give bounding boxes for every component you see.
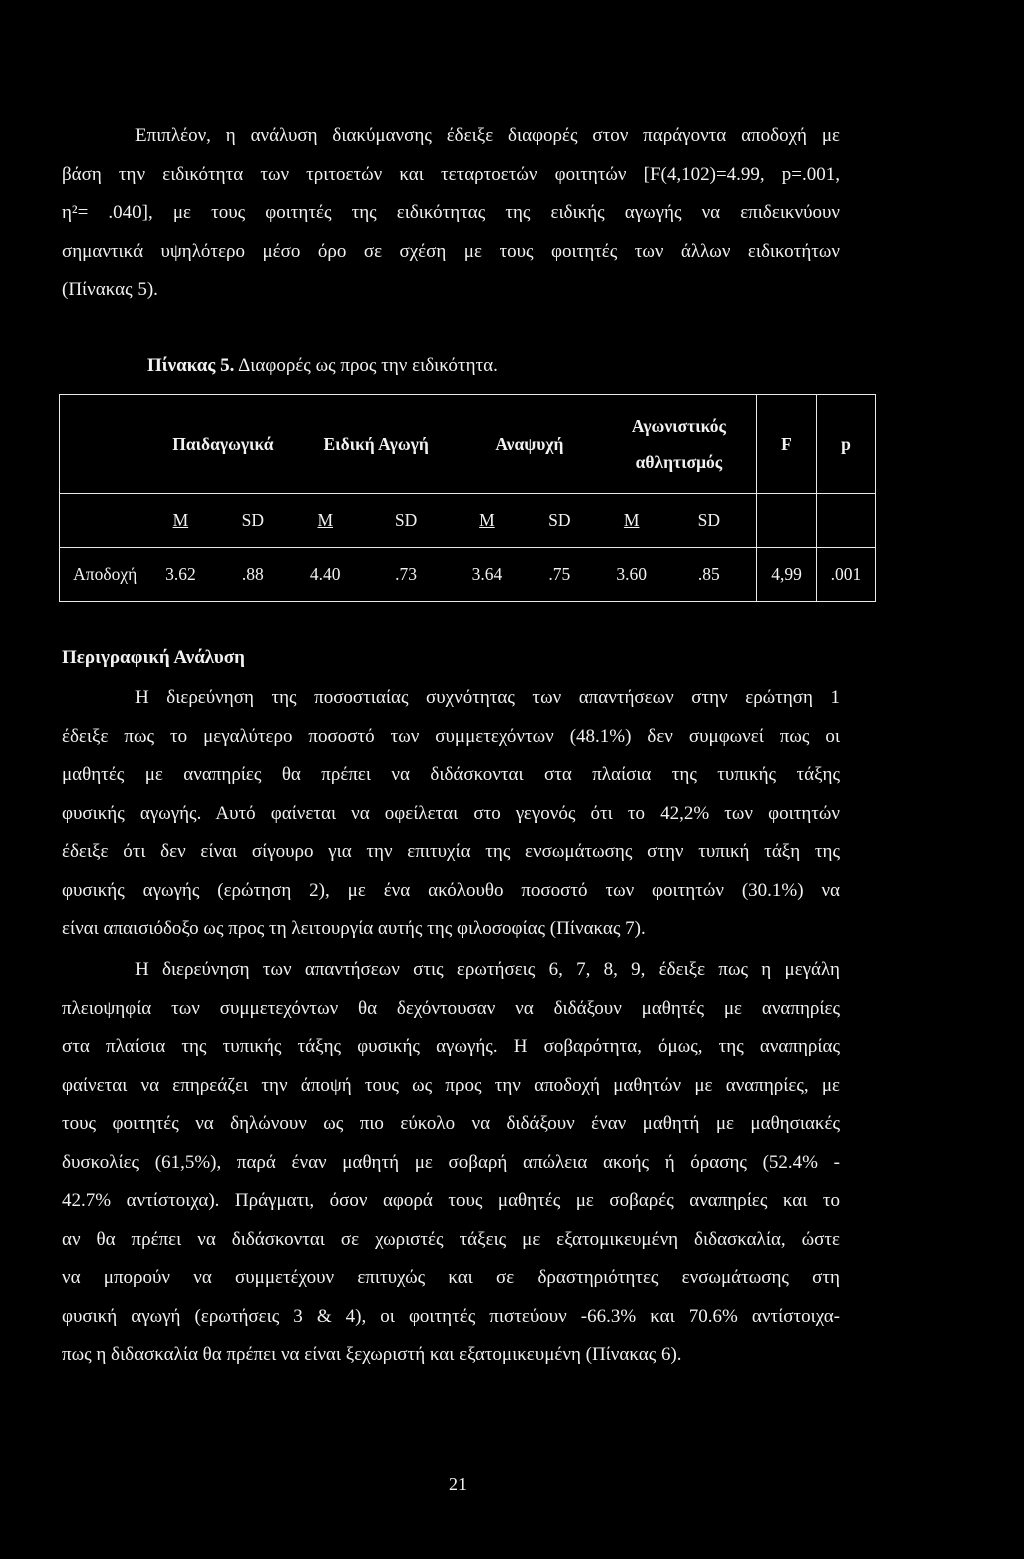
text-line: έδειξε ότι δεν είναι σίγουρο για την επιτυχία της ενσωμάτωσης στην τυπική τάξη της	[62, 841, 840, 862]
p-header: p	[816, 395, 875, 494]
f-header: F	[757, 395, 817, 494]
text-line: Η διερεύνηση της ποσοστιαίας συχνότητας των απαντήσεων στην ερώτηση 1	[135, 687, 840, 708]
group-header-line: Αγωνιστικός	[631, 416, 726, 436]
intro-line: βάση την ειδικότητα των τριτοετών και τεταρτοετών φοιτητών [F(4,102)=4.99, p=.001,	[62, 163, 840, 185]
sub-header-m: M	[295, 494, 355, 548]
group-header-multiline	[602, 395, 757, 494]
section-heading: Περιγραφική Ανάλυση	[62, 647, 245, 668]
group-header: Αναψυχή	[457, 395, 602, 494]
cell-p: .001	[816, 548, 875, 602]
text-line: 42.7% αντίστοιχα). Πράγματι, όσον αφορά τους μαθητές με σοβαρές αναπηρίες και το	[62, 1190, 840, 1211]
text-line: έδειξε πως το μεγαλύτερο ποσοστό των συμμετεχόντων (48.1%) δεν συμφωνεί πως οι	[62, 725, 840, 747]
sub-header-m: M	[457, 494, 517, 548]
text-line: μαθητές με αναπηρίες θα πρέπει να διδάσκονται στα πλαίσια της τυπικής τάξης	[62, 764, 840, 785]
text-line: πλειοψηφία των συμμετεχόντων θα δεχόντουσαν να διδάξουν μαθητές με αναπηρίες	[62, 997, 840, 1019]
empty-p-cell	[816, 494, 875, 548]
section-paragraph-1	[62, 679, 840, 949]
group-header: Παιδαγωγικά	[150, 395, 295, 494]
table-caption	[147, 355, 498, 377]
section-paragraph-2	[62, 951, 840, 1375]
text-line: στα πλαίσια της τυπικής τάξης φυσικής αγωγής. Η σοβαρότητα, όμως, της αναπηρίας	[62, 1036, 840, 1057]
text-line: αν θα πρέπει να διδάσκονται σε χωριστές τάξεις με εξατομικευμένη διδασκαλία, ώστε	[62, 1228, 840, 1250]
cell-sd: .88	[210, 548, 295, 602]
text-line: πως η διδασκαλία θα πρέπει να είναι ξεχωριστή και εξατομικευμένη (Πίνακας 6).	[62, 1344, 682, 1365]
table-caption-label: Πίνακας 5.	[147, 355, 235, 376]
sub-header-sd: SD	[355, 494, 457, 548]
cell-m: 4.40	[295, 548, 355, 602]
table-header-row	[60, 395, 876, 494]
sub-header-sd: SD	[517, 494, 602, 548]
cell-sd: .73	[355, 548, 457, 602]
empty-subheader-cell	[60, 494, 151, 548]
cell-sd: .85	[662, 548, 757, 602]
intro-line: (Πίνακας 5).	[62, 279, 158, 300]
text-line: είναι απαισιόδοξο ως προς τη λειτουργία αυτής της φιλοσοφίας (Πίνακας 7).	[62, 918, 646, 939]
sub-header-sd: SD	[662, 494, 757, 548]
cell-f: 4,99	[757, 548, 817, 602]
text-line: δυσκολίες (61,5%), παρά έναν μαθητή με σοβαρή απώλεια ακοής ή όρασης (52.4% -	[62, 1151, 840, 1173]
cell-m: 3.60	[602, 548, 662, 602]
table-data-row	[60, 548, 876, 602]
text-line: φαίνεται να επηρεάζει την άποψή τους ως προς την αποδοχή μαθητών με αναπηρίες, με	[62, 1074, 840, 1096]
text-line: φυσικής αγωγής. Αυτό φαίνεται να οφείλεται στο γεγονός ότι το 42,2% των φοιτητών	[62, 802, 840, 824]
cell-m: 3.62	[150, 548, 210, 602]
empty-f-cell	[757, 494, 817, 548]
sub-header-m: M	[150, 494, 210, 548]
table-5	[59, 394, 876, 602]
row-label: Αποδοχή	[60, 548, 151, 602]
cell-m: 3.64	[457, 548, 517, 602]
text-line: φυσικής αγωγής (ερώτηση 2), με ένα ακόλουθο ποσοστό των φοιτητών (30.1%) να	[62, 879, 840, 901]
intro-line: Επιπλέον, η ανάλυση διακύμανσης έδειξε διαφορές στον παράγοντα αποδοχή με	[135, 125, 840, 146]
text-line: φυσική αγωγή (ερωτήσεις 3 & 4), οι φοιτητές πιστεύουν -66.3% και 70.6% αντίστοιχα-	[62, 1305, 840, 1327]
table-subheader-row	[60, 494, 876, 548]
text-line: τους φοιτητές να δηλώνουν ως πιο εύκολο να διδάξουν έναν μαθητή με μαθησιακές	[62, 1113, 840, 1134]
cell-sd: .75	[517, 548, 602, 602]
text-line: Η διερεύνηση των απαντήσεων στις ερωτήσεις 6, 7, 8, 9, έδειξε πως η μεγάλη	[135, 959, 840, 980]
empty-header-cell	[60, 395, 151, 494]
intro-paragraph	[62, 117, 840, 310]
text-line: να μπορούν να συμμετέχουν επιτυχώς και σε δραστηριότητες ενσωμάτωσης στη	[62, 1267, 840, 1288]
intro-line: σημαντικά υψηλότερο μέσο όρο σε σχέση με τους φοιτητές των άλλων ειδικοτήτων	[62, 240, 840, 262]
sub-header-sd: SD	[210, 494, 295, 548]
group-header-line: αθλητισμός	[635, 452, 723, 472]
sub-header-m: M	[602, 494, 662, 548]
table-caption-text: Διαφορές ως προς την ειδικότητα.	[234, 355, 498, 376]
group-header: Ειδική Αγωγή	[295, 395, 457, 494]
page-number: 21	[449, 1474, 467, 1494]
intro-line: η²= .040], με τους φοιτητές της ειδικότητας της ειδικής αγωγής να επιδεικνύουν	[62, 202, 840, 223]
